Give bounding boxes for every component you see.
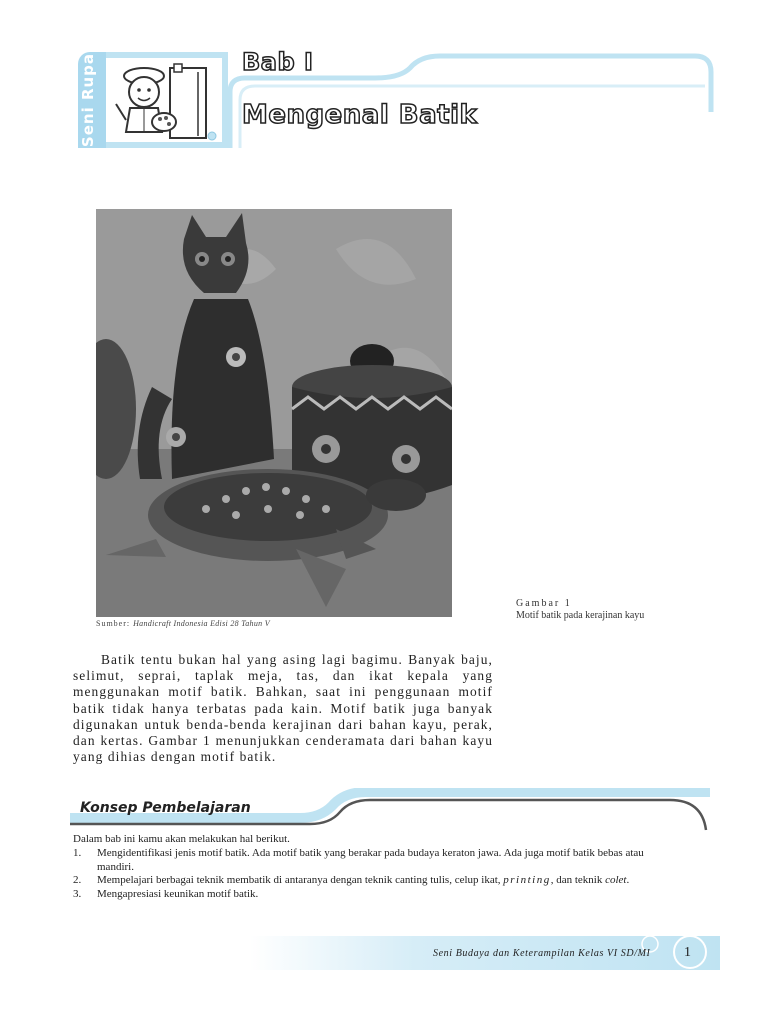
- list-text: Mengapresiasi keunikan motif batik.: [97, 887, 259, 900]
- list-text: , dan teknik: [550, 874, 603, 886]
- list-item: [73, 888, 683, 902]
- list-item: [73, 874, 683, 888]
- source-prefix: Sumber:: [96, 619, 131, 628]
- chapter-title: Mengenal Batik: [242, 100, 478, 130]
- photo-source-caption: [96, 619, 270, 628]
- list-text: .: [626, 874, 630, 886]
- painter-illustration: [112, 60, 222, 144]
- figure-number: Gambar 1: [516, 598, 572, 609]
- footer-book-title: Seni Budaya dan Keterampilan Kelas VI SD/MI: [433, 948, 651, 959]
- list-number: 2.: [73, 874, 82, 886]
- chapter-number: Bab I: [242, 48, 314, 76]
- intro-paragraph-text: Batik tentu bukan hal yang asing lagi bagimu. Banyak baju, selimut, seprai, taplak meja, tas, dan ikat kepala yang menggunakan motif batik. Bahkan, saat ini penggunaan motif batik tidak hanya terbatas pada kain. Motif batik juga banyak digunakan untuk benda-benda kerajinan dari bahan kayu, perak, dan kertas. Gambar 1 menunjukkan cenderamata dari bahan kayu yang dihias dengan motif batik.: [73, 652, 493, 765]
- source-title: Handicraft Indonesia Edisi 28 Tahun V: [133, 619, 270, 628]
- side-label: Seni Rupa: [79, 52, 97, 148]
- list-text-italic: printing: [503, 874, 551, 886]
- figure-caption: Motif batik pada kerajinan kayu: [516, 610, 645, 621]
- konsep-list: [73, 847, 683, 901]
- list-text-italic: colet: [605, 874, 627, 886]
- konsep-title: Konsep Pembelajaran: [80, 800, 251, 816]
- list-item: [73, 847, 683, 874]
- page-number: 1: [684, 945, 691, 960]
- intro-paragraph: [73, 652, 493, 765]
- list-text: Mengidentifikasi jenis motif batik. Ada motif batik yang berakar pada budaya keraton jawa. Ada juga motif batik bebas atau mandiri.: [97, 847, 644, 873]
- batik-craft-photo: [96, 209, 452, 617]
- list-number: 3.: [73, 887, 82, 900]
- list-number: 1.: [73, 847, 82, 859]
- list-text: Mempelajari berbagai teknik membatik di antaranya dengan teknik canting tulis, celup ikat,: [97, 874, 501, 886]
- konsep-intro: Dalam bab ini kamu akan melakukan hal berikut.: [73, 833, 290, 845]
